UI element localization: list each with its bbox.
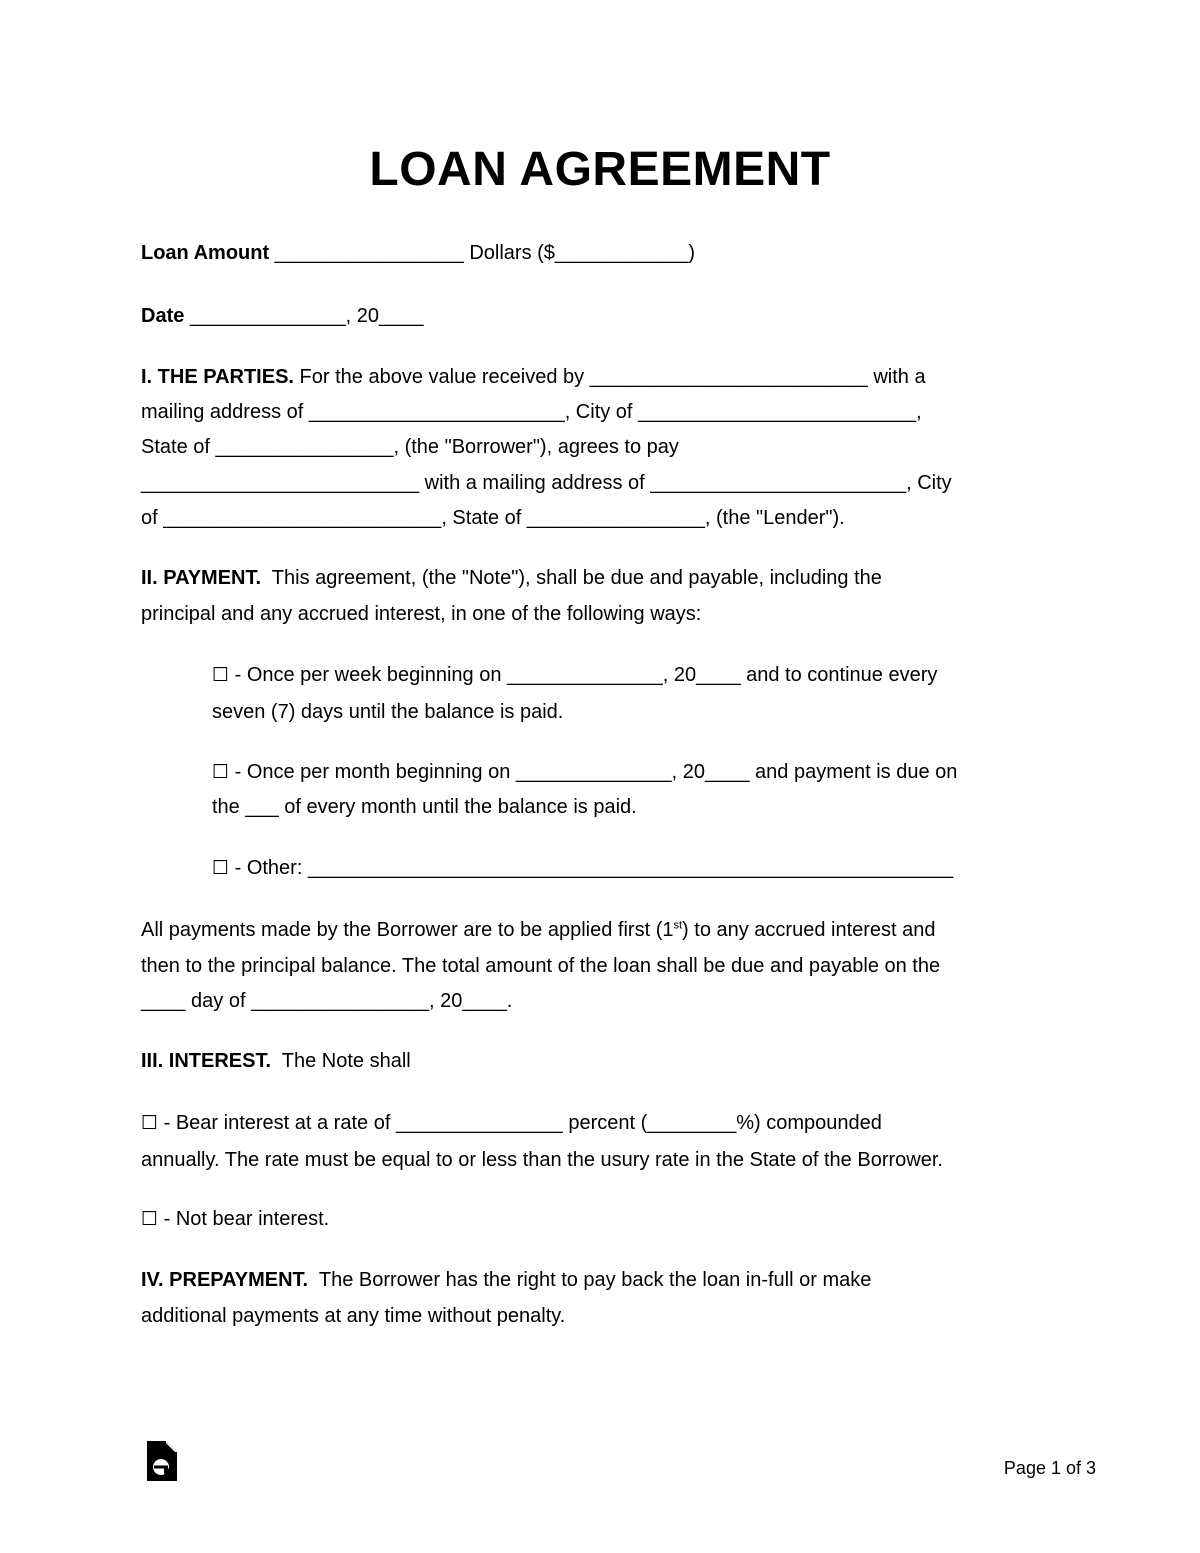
date-label: Date: [141, 305, 185, 327]
date-field: ______________, 20____: [184, 305, 424, 327]
applied-line-3: ____ day of ________________, 20____.: [141, 990, 513, 1012]
weekly-option: ☐ - Once per week beginning on ______________, 20____ and to continue every: [212, 664, 938, 686]
date-line: [141, 302, 424, 330]
monthly-option: ☐ - Once per month beginning on ______________, 20____ and payment is due on: [212, 761, 958, 783]
parties-line-2: mailing address of _______________________, City of _________________________,: [141, 401, 922, 423]
parties-heading: I. THE PARTIES.: [141, 366, 294, 388]
other-option: ☐ - Other: __________________________________________________________: [212, 857, 954, 879]
not-bear-interest-checkbox[interactable]: ☐: [141, 1208, 159, 1230]
parties-line-4: _________________________ with a mailing address of _______________________, City: [141, 472, 952, 494]
prepayment-line-2: additional payments at any time without penalty.: [141, 1305, 566, 1327]
not-bear-interest-option: ☐ - Not bear interest.: [141, 1208, 330, 1230]
loan-amount-label: Loan Amount: [141, 242, 270, 264]
payment-line-2: principal and any accrued interest, in one of the following ways:: [141, 603, 702, 625]
interest-heading: III. INTEREST.: [141, 1050, 272, 1072]
document-e-logo-icon: [147, 1441, 177, 1481]
interest-line: III. INTEREST. The Note shall: [141, 1050, 411, 1072]
payment-line-1: II. PAYMENT. This agreement, (the "Note"), shall be due and payable, including the: [141, 567, 882, 589]
parties-line-5: of _________________________, State of ________________, (the "Lender").: [141, 507, 845, 529]
parties-line-1: I. THE PARTIES. For the above value received by _________________________ with a: [141, 366, 926, 388]
monthly-checkbox[interactable]: ☐: [212, 761, 230, 783]
page-number: Page 1 of 3: [1003, 1458, 1096, 1478]
bear-interest-line-2: annually. The rate must be equal to or less than the usury rate in the State of the Borrower.: [141, 1149, 943, 1171]
ordinal-superscript: st: [673, 919, 683, 932]
applied-line-1: All payments made by the Borrower are to be applied first (1st) to any accrued interest and: [141, 919, 936, 941]
other-checkbox[interactable]: ☐: [212, 857, 230, 879]
loan-amount-line: [141, 239, 695, 267]
weekly-option-line-2: seven (7) days until the balance is paid.: [212, 701, 564, 723]
payment-heading: II. PAYMENT.: [141, 567, 262, 589]
parties-line-3: State of ________________, (the "Borrower"), agrees to pay: [141, 436, 679, 458]
monthly-option-line-2: the ___ of every month until the balance is paid.: [212, 796, 637, 818]
bear-interest-checkbox[interactable]: ☐: [141, 1112, 159, 1134]
prepayment-heading: IV. PREPAYMENT.: [141, 1269, 309, 1291]
document-title: LOAN AGREEMENT: [369, 143, 831, 196]
prepayment-line-1: IV. PREPAYMENT. The Borrower has the right to pay back the loan in-full or make: [141, 1269, 872, 1291]
bear-interest-option: ☐ - Bear interest at a rate of _______________ percent (________%) compounded: [141, 1112, 882, 1134]
loan-amount-field: _________________ Dollars ($____________): [269, 242, 696, 264]
applied-line-2: then to the principal balance. The total amount of the loan shall be due and payable on the: [141, 955, 941, 977]
weekly-checkbox[interactable]: ☐: [212, 664, 230, 686]
